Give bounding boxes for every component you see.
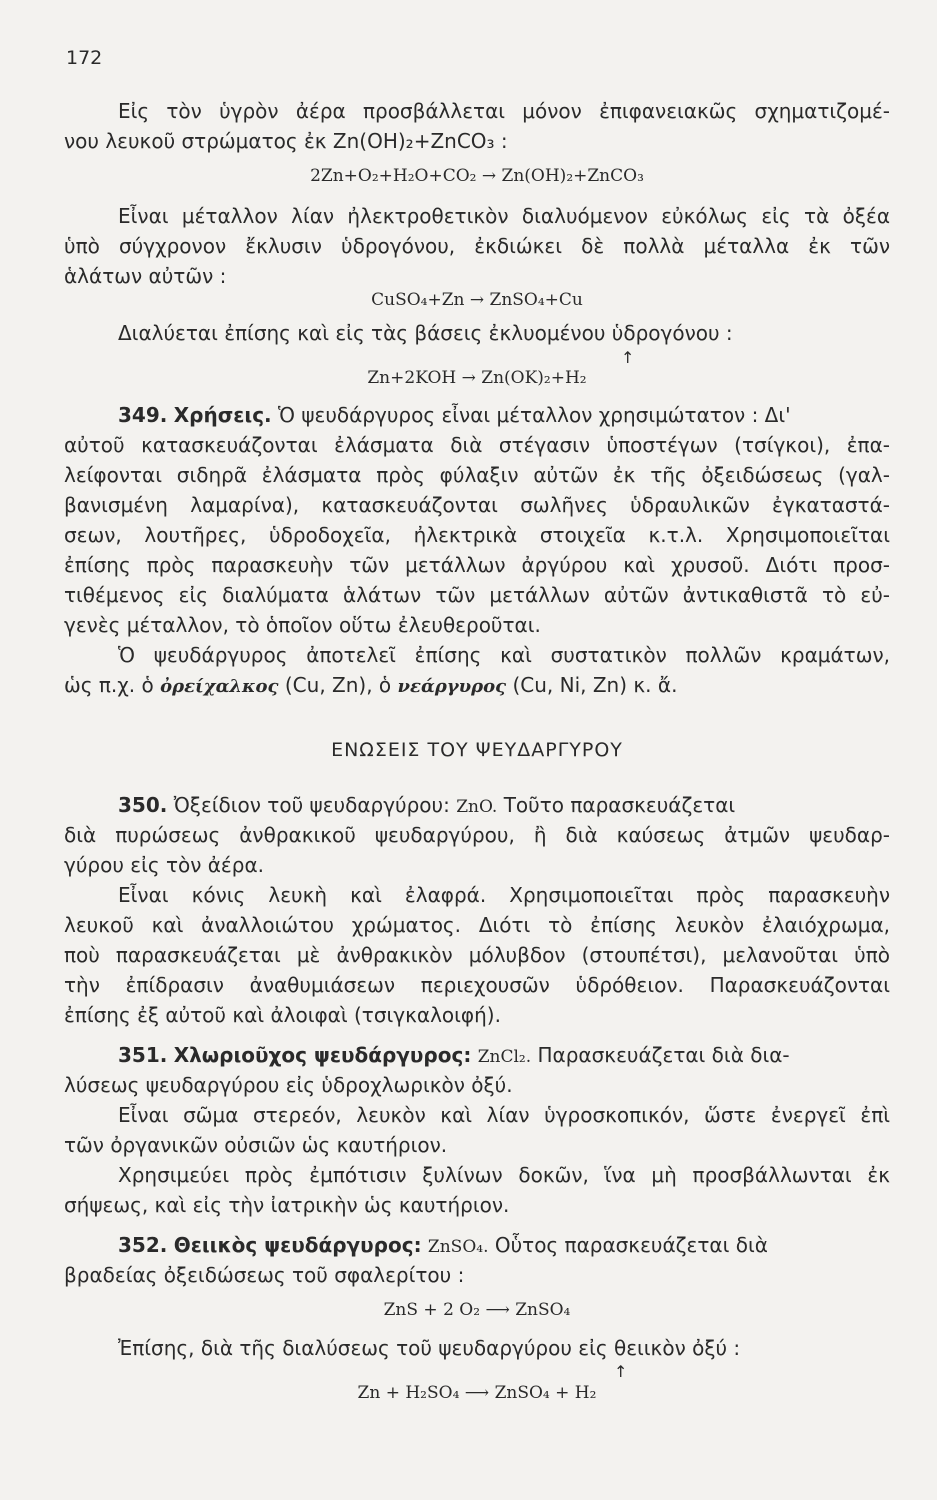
text-fragment: (Cu, Ni, Zn) κ. ἄ. [512,673,678,697]
text-line: Εἶναι κόνις λευκὴ καὶ ἐλαφρά. Χρησιμοποιεῖται πρὸς παρασκευὴν [118,883,890,907]
section-350-line [118,790,890,822]
text-line: Ἐπίσης, διὰ τῆς διαλύσεως τοῦ ψευδαργύρου εἰς θειικὸν ὀξύ : [118,1336,741,1360]
text-line: Χρησιμεύει πρὸς ἐμπότισιν ξυλίνων δοκῶν, ἵνα μὴ προσβάλλωνται ἐκ [118,1163,890,1187]
text-line: Εἶναι σῶμα στερεόν, λευκὸν καὶ λίαν ὑγροσκοπικόν, ὥστε ἐνεργεῖ ἐπὶ [118,1103,890,1127]
text-line: βανισμένη λαμαρίνα), κατασκευάζονται σωλῆνες ὑδραυλικῶν ἐγκαταστά- [64,493,890,517]
term-oreichalkos: ὀρείχαλκος [160,676,279,697]
section-text: Ὁ ψευδάργυρος εἶναι μέταλλον χρησιμώτατον : Δι' [278,403,791,427]
text-line-with-terms [64,670,890,702]
text-line: Ὁ ψευδάργυρος ἀποτελεῖ ἐπίσης καὶ συστατικὸν πολλῶν κραμάτων, [118,643,890,667]
section-352-line [118,1230,890,1262]
text-line: γενὲς μέταλλον, τὸ ὁποῖον οὕτω ἐλευθεροῦται. [64,613,541,637]
section-formula: ZnCl₂. [477,1047,532,1067]
formula-line: CuSO₄+Zn → ZnSO₄+Cu [371,290,583,310]
section-number: 351. [118,1043,168,1067]
text-line: αὐτοῦ κατασκευάζονται ἐλάσματα διὰ στέγασιν ὑποστέγων (τσίγκοι), ἐπα- [64,433,890,457]
gas-arrow: ↑ [614,1362,628,1381]
section-number: 350. [118,793,168,817]
section-formula: ZnO. [456,797,498,817]
text-line: ἐπίσης ἐξ αὐτοῦ καὶ ἀλοιφαὶ (τσιγκαλοιφή). [64,1003,501,1027]
text-line: Εἰς τὸν ὑγρὸν ἀέρα προσβάλλεται μόνον ἐπιφανειακῶς σχηματιζομέ- [118,99,890,123]
text-line: τῶν ὀργανικῶν οὐσιῶν ὡς καυτήριον. [64,1133,448,1157]
term-neargyros: νεάργυρος [397,676,507,697]
page-number: 172 [66,47,103,69]
text-line: ὑπὸ σύγχρονον ἔκλυσιν ὑδρογόνου, ἐκδιώκει δὲ πολλὰ μέταλλα ἐκ τῶν [64,234,890,258]
section-number: 352. [118,1233,168,1257]
gas-arrow: ↑ [621,348,635,367]
text-line: τὴν ἐπίδρασιν ἀναθυμιάσεων περιεχουσῶν ὑδρόθειον. Παρασκευάζονται [64,973,890,997]
text-line: νου λευκοῦ στρώματος ἐκ Zn(OH)₂+ZnCO₃ : [64,129,508,153]
text-line: λύσεως ψευδαργύρου εἰς ὑδροχλωρικὸν ὀξύ. [64,1073,513,1097]
text-line: γύρου εἰς τὸν ἀέρα. [64,853,264,877]
section-351-line [118,1040,890,1072]
text-line: λείφονται σιδηρᾶ ἐλάσματα πρὸς φύλαξιν αὐτῶν ἐκ τῆς ὀξειδώσεως (γαλ- [64,463,890,487]
text-line: βραδείας ὀξειδώσεως τοῦ σφαλερίτου : [64,1263,465,1287]
text-line: Εἶναι μέταλλον λίαν ἠλεκτροθετικὸν διαλυόμενον εὐκόλως εἰς τὰ ὀξέα [118,204,890,228]
section-text: Οὗτος παρασκευάζεται διὰ [494,1233,768,1257]
section-number: 349. [118,403,168,427]
text-fragment: ὡς π.χ. ὁ [64,673,154,697]
section-text: Τοῦτο παρασκευάζεται [503,793,736,817]
formula-line: ZnS + 2 O₂ ⟶ ZnSO₄ [383,1300,571,1320]
text-line: διὰ πυρώσεως ἀνθρακικοῦ ψευδαργύρου, ἢ διὰ καύσεως ἀτμῶν ψευδαρ- [64,823,890,847]
section-title: Ὀξείδιον τοῦ ψευδαργύρου: [173,793,450,817]
text-line: ποὺ παρασκευάζεται μὲ ἀνθρακικὸν μόλυβδον (στουπέτσι), μελανοῦται ὑπὸ [64,943,890,967]
formula-line: 2Zn+O₂+H₂O+CO₂ → Zn(OH)₂+ZnCO₃ [310,166,644,186]
section-text: Παρασκευάζεται διὰ δια- [537,1043,790,1067]
text-line: τιθέμενος εἰς διαλύματα ἁλάτων τῶν μετάλλων αὐτῶν ἀντικαθιστᾶ τὸ εὐ- [64,583,890,607]
text-fragment: (Cu, Zn), ὁ [284,673,392,697]
text-line: σήψεως, καὶ εἰς τὴν ἰατρικὴν ὡς καυτήριον. [64,1193,510,1217]
text-line: σεων, λουτῆρες, ὑδροδοχεῖα, ἠλεκτρικὰ στοιχεῖα κ.τ.λ. Χρησιμοποιεῖται [64,523,890,547]
section-formula: ZnSO₄. [427,1237,489,1257]
text-line: λευκοῦ καὶ ἀναλλοιώτου χρώματος. Διότι τὸ ἐπίσης λευκὸν ἐλαιόχρωμα, [64,913,890,937]
section-349-line [118,400,890,430]
text-line: ἁλάτων αὐτῶν : [64,264,227,288]
chapter-heading: ΕΝΩΣΕΙΣ ΤΟΥ ΨΕΥΔΑΡΓΥΡΟΥ [331,739,623,761]
formula-line: Zn+2KOH → Zn(OK)₂+H₂ [367,368,587,388]
section-title: Χρήσεις. [173,403,272,427]
text-line: ἐπίσης πρὸς παρασκευὴν τῶν μετάλλων ἀργύρου καὶ χρυσοῦ. Διότι προσ- [64,553,890,577]
text-line: Διαλύεται ἐπίσης καὶ εἰς τὰς βάσεις ἐκλυομένου ὑδρογόνου : [118,321,733,345]
section-title: Χλωριοῦχος ψευδάργυρος: [173,1043,472,1067]
section-title: Θειικὸς ψευδάργυρος: [173,1233,422,1257]
formula-line: Zn + H₂SO₄ ⟶ ZnSO₄ + H₂ [357,1383,597,1403]
